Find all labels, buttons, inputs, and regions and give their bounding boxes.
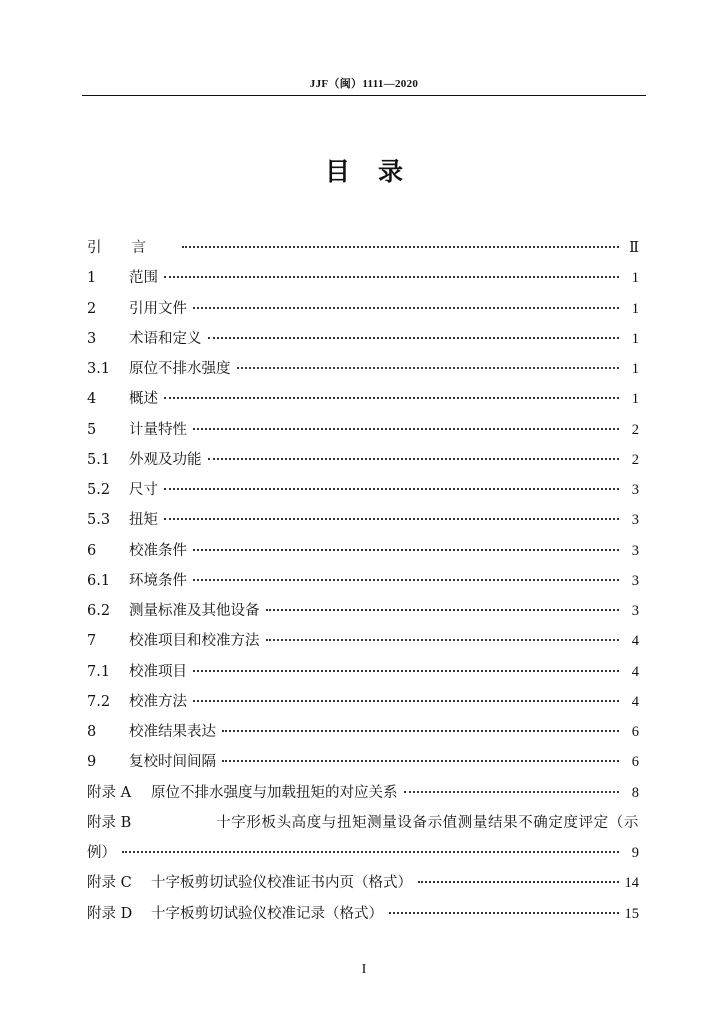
- toc-entry-number: 附录 B: [87, 814, 132, 831]
- toc-entry-title: 尺寸: [129, 482, 158, 498]
- toc-entry-page: 2: [631, 451, 639, 468]
- toc-entry-page: 1: [631, 300, 639, 317]
- toc-entry-page: 4: [631, 663, 639, 680]
- toc-entry[interactable]: [87, 236, 639, 266]
- toc-entry-title: 校准项目和校准方法: [129, 633, 260, 650]
- toc-entry[interactable]: [87, 599, 639, 629]
- toc-entry[interactable]: [87, 811, 639, 841]
- toc-leader-dots: [193, 549, 619, 551]
- toc-entry-title: 校准方法: [129, 693, 187, 710]
- toc-leader-dots: [182, 246, 619, 248]
- toc-leader-dots: [164, 488, 619, 490]
- toc-entry[interactable]: [87, 478, 639, 508]
- toc-leader-dots: [222, 730, 619, 732]
- toc-entry-title: 原位不排水强度: [129, 361, 231, 377]
- toc-entry-page: 14: [624, 875, 639, 892]
- toc-entry-title: 计量特性: [129, 421, 187, 438]
- toc-leader-dots: [389, 912, 619, 914]
- toc-entry[interactable]: [87, 629, 639, 659]
- toc-entry-title: 十字板剪切试验仪校准记录（格式）: [151, 905, 383, 922]
- toc-entry-page: 3: [631, 542, 639, 559]
- header-rule: [82, 95, 646, 96]
- toc-entry-title: 校准结果表达: [129, 724, 216, 740]
- toc-entry-page: 6: [631, 724, 639, 740]
- toc-leader-dots: [193, 700, 619, 702]
- table-of-contents: [87, 236, 639, 932]
- toc-entry-page: 15: [624, 905, 639, 922]
- toc-leader-dots: [193, 307, 619, 309]
- toc-entry[interactable]: [87, 508, 639, 538]
- toc-leader-dots: [164, 397, 619, 399]
- toc-entry-number: 9: [87, 754, 97, 771]
- toc-entry-number: 5: [87, 421, 97, 438]
- toc-leader-dots: [266, 639, 620, 641]
- toc-entry[interactable]: [87, 871, 639, 901]
- toc-entry-title: 扭矩: [129, 512, 158, 529]
- toc-entry-number: 7.1: [87, 663, 111, 680]
- toc-leader-dots: [208, 458, 620, 460]
- toc-entry[interactable]: [87, 781, 639, 811]
- toc-entry-page: 1: [631, 270, 639, 287]
- toc-entry-title: 测量标准及其他设备: [129, 603, 260, 619]
- toc-entry[interactable]: [87, 902, 639, 932]
- toc-entry[interactable]: [87, 750, 639, 780]
- toc-entry-page: 6: [631, 754, 639, 771]
- toc-leader-dots: [193, 428, 619, 430]
- toc-entry-page: 4: [631, 633, 639, 650]
- toc-entry-continuation[interactable]: [87, 841, 639, 871]
- toc-entry-page: 1: [631, 391, 639, 408]
- toc-entry-page: 3: [631, 603, 639, 619]
- toc-leader-dots: [222, 760, 619, 762]
- page-number: I: [361, 962, 367, 977]
- toc-entry-page: 4: [631, 693, 639, 710]
- toc-entry-page: 1: [631, 330, 639, 347]
- toc-entry-title: 校准条件: [129, 542, 187, 559]
- toc-entry-title: 十字板剪切试验仪校准证书内页（格式）: [151, 875, 412, 892]
- toc-entry-title: 术语和定义: [129, 330, 202, 347]
- toc-entry-number: 1: [87, 270, 97, 287]
- toc-entry-title: 复校时间间隔: [129, 754, 216, 771]
- toc-entry-number: 7.2: [87, 693, 111, 710]
- toc-entry-title-continuation: 例）: [87, 845, 116, 861]
- toc-entry-title: 引言: [87, 240, 176, 256]
- toc-entry-number: 6.2: [87, 603, 111, 619]
- toc-leader-dots: [122, 851, 619, 853]
- toc-entry-number: 4: [87, 391, 97, 408]
- toc-entry-number: 附录 C: [87, 875, 132, 892]
- toc-entry-number: 2: [87, 300, 97, 317]
- toc-entry[interactable]: [87, 569, 639, 599]
- toc-entry[interactable]: [87, 266, 639, 296]
- toc-leader-dots: [193, 579, 619, 581]
- toc-entry-number: 3: [87, 330, 97, 347]
- toc-leader-dots: [164, 518, 619, 520]
- page-title: 目录: [324, 157, 431, 186]
- toc-leader-dots: [164, 276, 619, 278]
- toc-leader-dots: [193, 670, 619, 672]
- toc-entry-title: 原位不排水强度与加载扭矩的对应关系: [151, 784, 398, 801]
- toc-entry[interactable]: [87, 418, 639, 448]
- toc-entry-title: 十字形板头高度与扭矩测量设备示值测量结果不确定度评定（示: [216, 814, 639, 831]
- toc-entry-title: 引用文件: [129, 300, 187, 317]
- toc-entry-number: 8: [87, 724, 97, 740]
- toc-leader-dots: [266, 609, 620, 611]
- toc-leader-dots: [208, 337, 620, 339]
- toc-entry[interactable]: [87, 387, 639, 417]
- toc-entry[interactable]: [87, 690, 639, 720]
- toc-entry-number: 6: [87, 542, 97, 559]
- toc-entry-title: 外观及功能: [129, 451, 202, 468]
- toc-entry-number: 附录 A: [87, 784, 132, 801]
- toc-leader-dots: [237, 367, 620, 369]
- toc-entry-number: 5.3: [87, 512, 111, 529]
- toc-entry-page: 8: [631, 784, 639, 801]
- toc-entry-number: 附录 D: [87, 905, 133, 922]
- toc-entry[interactable]: [87, 539, 639, 569]
- toc-entry-title: 范围: [129, 270, 158, 287]
- toc-entry-title: 校准项目: [129, 663, 187, 680]
- toc-entry[interactable]: [87, 297, 639, 327]
- toc-entry-title: 概述: [129, 391, 158, 408]
- toc-entry-page: 1: [631, 361, 639, 377]
- toc-entry-page: 9: [631, 845, 639, 861]
- toc-entry-number: 5.1: [87, 451, 111, 468]
- toc-entry[interactable]: [87, 720, 639, 750]
- toc-entry-number: 5.2: [87, 482, 111, 498]
- toc-entry-number: 7: [87, 633, 97, 650]
- toc-entry[interactable]: [87, 357, 639, 387]
- toc-entry-page: 3: [631, 512, 639, 529]
- toc-entry-page: Ⅱ: [629, 240, 639, 256]
- toc-entry[interactable]: [87, 327, 639, 357]
- toc-entry-number: 6.1: [87, 572, 111, 589]
- toc-leader-dots: [404, 791, 620, 793]
- toc-entry-number: 3.1: [87, 361, 111, 377]
- toc-leader-dots: [418, 881, 619, 883]
- toc-entry-title: 环境条件: [129, 572, 187, 589]
- toc-entry-page: 3: [631, 572, 639, 589]
- toc-entry[interactable]: [87, 660, 639, 690]
- toc-entry[interactable]: [87, 448, 639, 478]
- toc-entry-page: 3: [631, 482, 639, 498]
- standard-code-header: JJF（闽）1111—2020: [309, 78, 419, 90]
- toc-entry-page: 2: [631, 421, 639, 438]
